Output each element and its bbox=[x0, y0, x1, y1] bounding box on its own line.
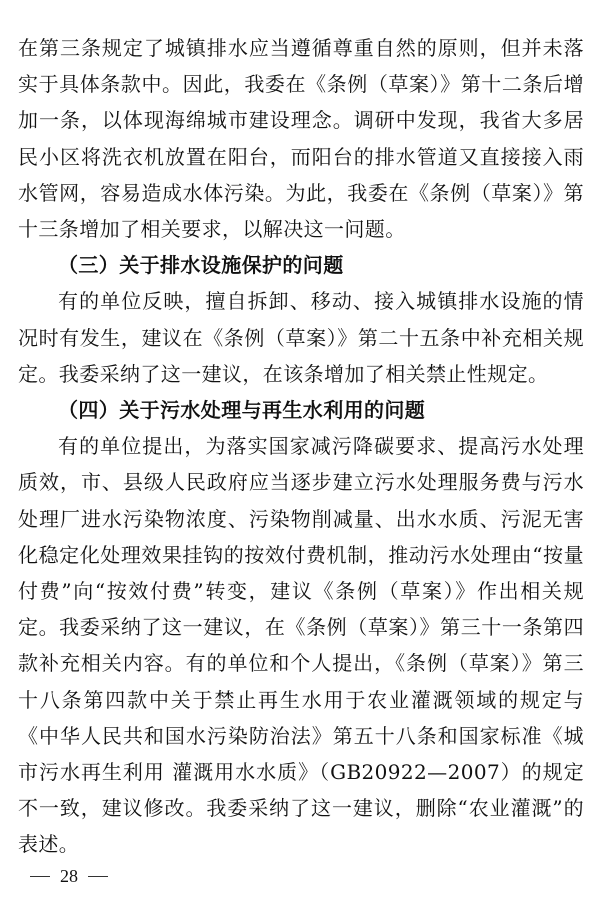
footer-dash-right bbox=[88, 876, 108, 877]
section-heading-4: （四）关于污水处理与再生水利用的问题 bbox=[58, 398, 426, 423]
document-body bbox=[18, 30, 584, 863]
paragraph-sewage-reclaimed-water: 有的单位提出，为落实国家减污降碳要求、提高污水处理质效，市、县级人民政府应当逐步建立污水处理服务费与污水处理厂进水污染物浓度、污染物削减量、出水水质、污泥无害化稳定化处理效果挂钩的按效付费机制，推动污水处理由“按量付费”向“按效付费”转变，建议《条例（草案）》作出相关规定。我委采纳了这一建议，在《条例（草案）》第三十一条第四款补充相关内容。有的单位和个人提出，《条例（草案）》第三十八条第四款中关于禁止再生水用于农业灌溉领域的规定与《中华人民共和国水污染防治法》第五十八条和国家标准《城市污水再生利用 灌溉用水水质》（GB20922—2007）的规定不一致，建议修改。我委采纳了这一建议，删除“农业灌溉”的表述。 bbox=[18, 434, 584, 857]
page-footer bbox=[30, 866, 108, 887]
paragraph-continued: 在第三条规定了城镇排水应当遵循尊重自然的原则，但并未落实于具体条款中。因此，我委在《条例（草案）》第十二条后增加一条，以体现海绵城市建设理念。调研中发现，我省大多居民小区将洗衣机放置在阳台，而阳台的排水管道又直接接入雨水管网，容易造成水体污染。为此，我委在《条例（草案）》第十三条增加了相关要求，以解决这一问题。 bbox=[18, 36, 584, 242]
footer-dash-left bbox=[30, 876, 50, 877]
section-heading-3: （三）关于排水设施保护的问题 bbox=[58, 253, 344, 278]
paragraph-drainage-protection: 有的单位反映，擅自拆卸、移动、接入城镇排水设施的情况时有发生，建议在《条例（草案）》第二十五条中补充相关规定。我委采纳了这一建议，在该条增加了相关禁止性规定。 bbox=[18, 289, 584, 386]
page-number: 28 bbox=[60, 866, 78, 886]
